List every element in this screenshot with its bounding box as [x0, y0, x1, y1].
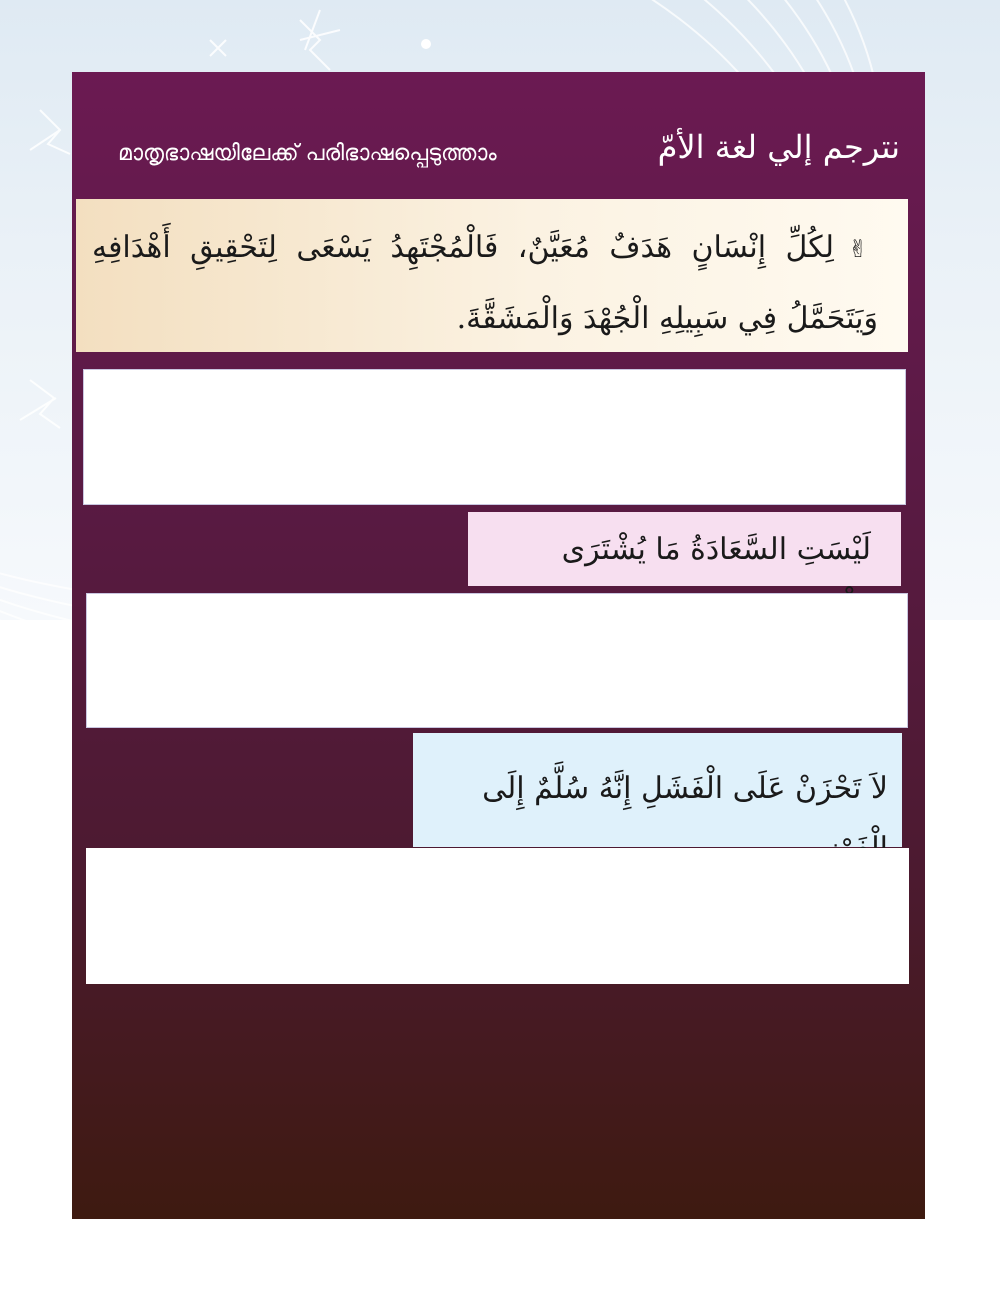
- arabic-sentence-2: [468, 512, 901, 586]
- answer-field-1[interactable]: [83, 369, 906, 505]
- instruction-arabic: نترجم إلي لغة الأمّ: [657, 128, 900, 166]
- answer-field-3[interactable]: [86, 848, 909, 984]
- sentence-3-text: لاَ تَحْزَنْ عَلَى الْفَشَلِ إِنَّهُ سُلَّمٌ إِلَى: [482, 771, 888, 806]
- answer-field-2[interactable]: [86, 593, 908, 728]
- sentence-2-text: لَيْسَتِ السَّعَادَةُ مَا يُشْتَرَى: [561, 532, 871, 567]
- victory-hand-icon: ✌: [847, 235, 878, 263]
- arabic-sentence-3: [413, 733, 902, 847]
- arabic-sentence-1: [76, 199, 908, 352]
- instruction-malayalam: മാതൃഭാഷയിലേക്ക് പരിഭാഷപ്പെടുത്താം: [118, 141, 497, 166]
- sentence-1-text: لِكُلِّ إِنْسَانٍ هَدَفٌ مُعَيَّنٌ، فَالْمُجْتَهِدُ يَسْعَى لِتَحْقِيقِ أَهْدَافِهِ وَيَتَحَمَّلُ فِي سَبِيلِهِ الْجُهْدَ وَالْمَشَقَّةَ.: [92, 230, 878, 336]
